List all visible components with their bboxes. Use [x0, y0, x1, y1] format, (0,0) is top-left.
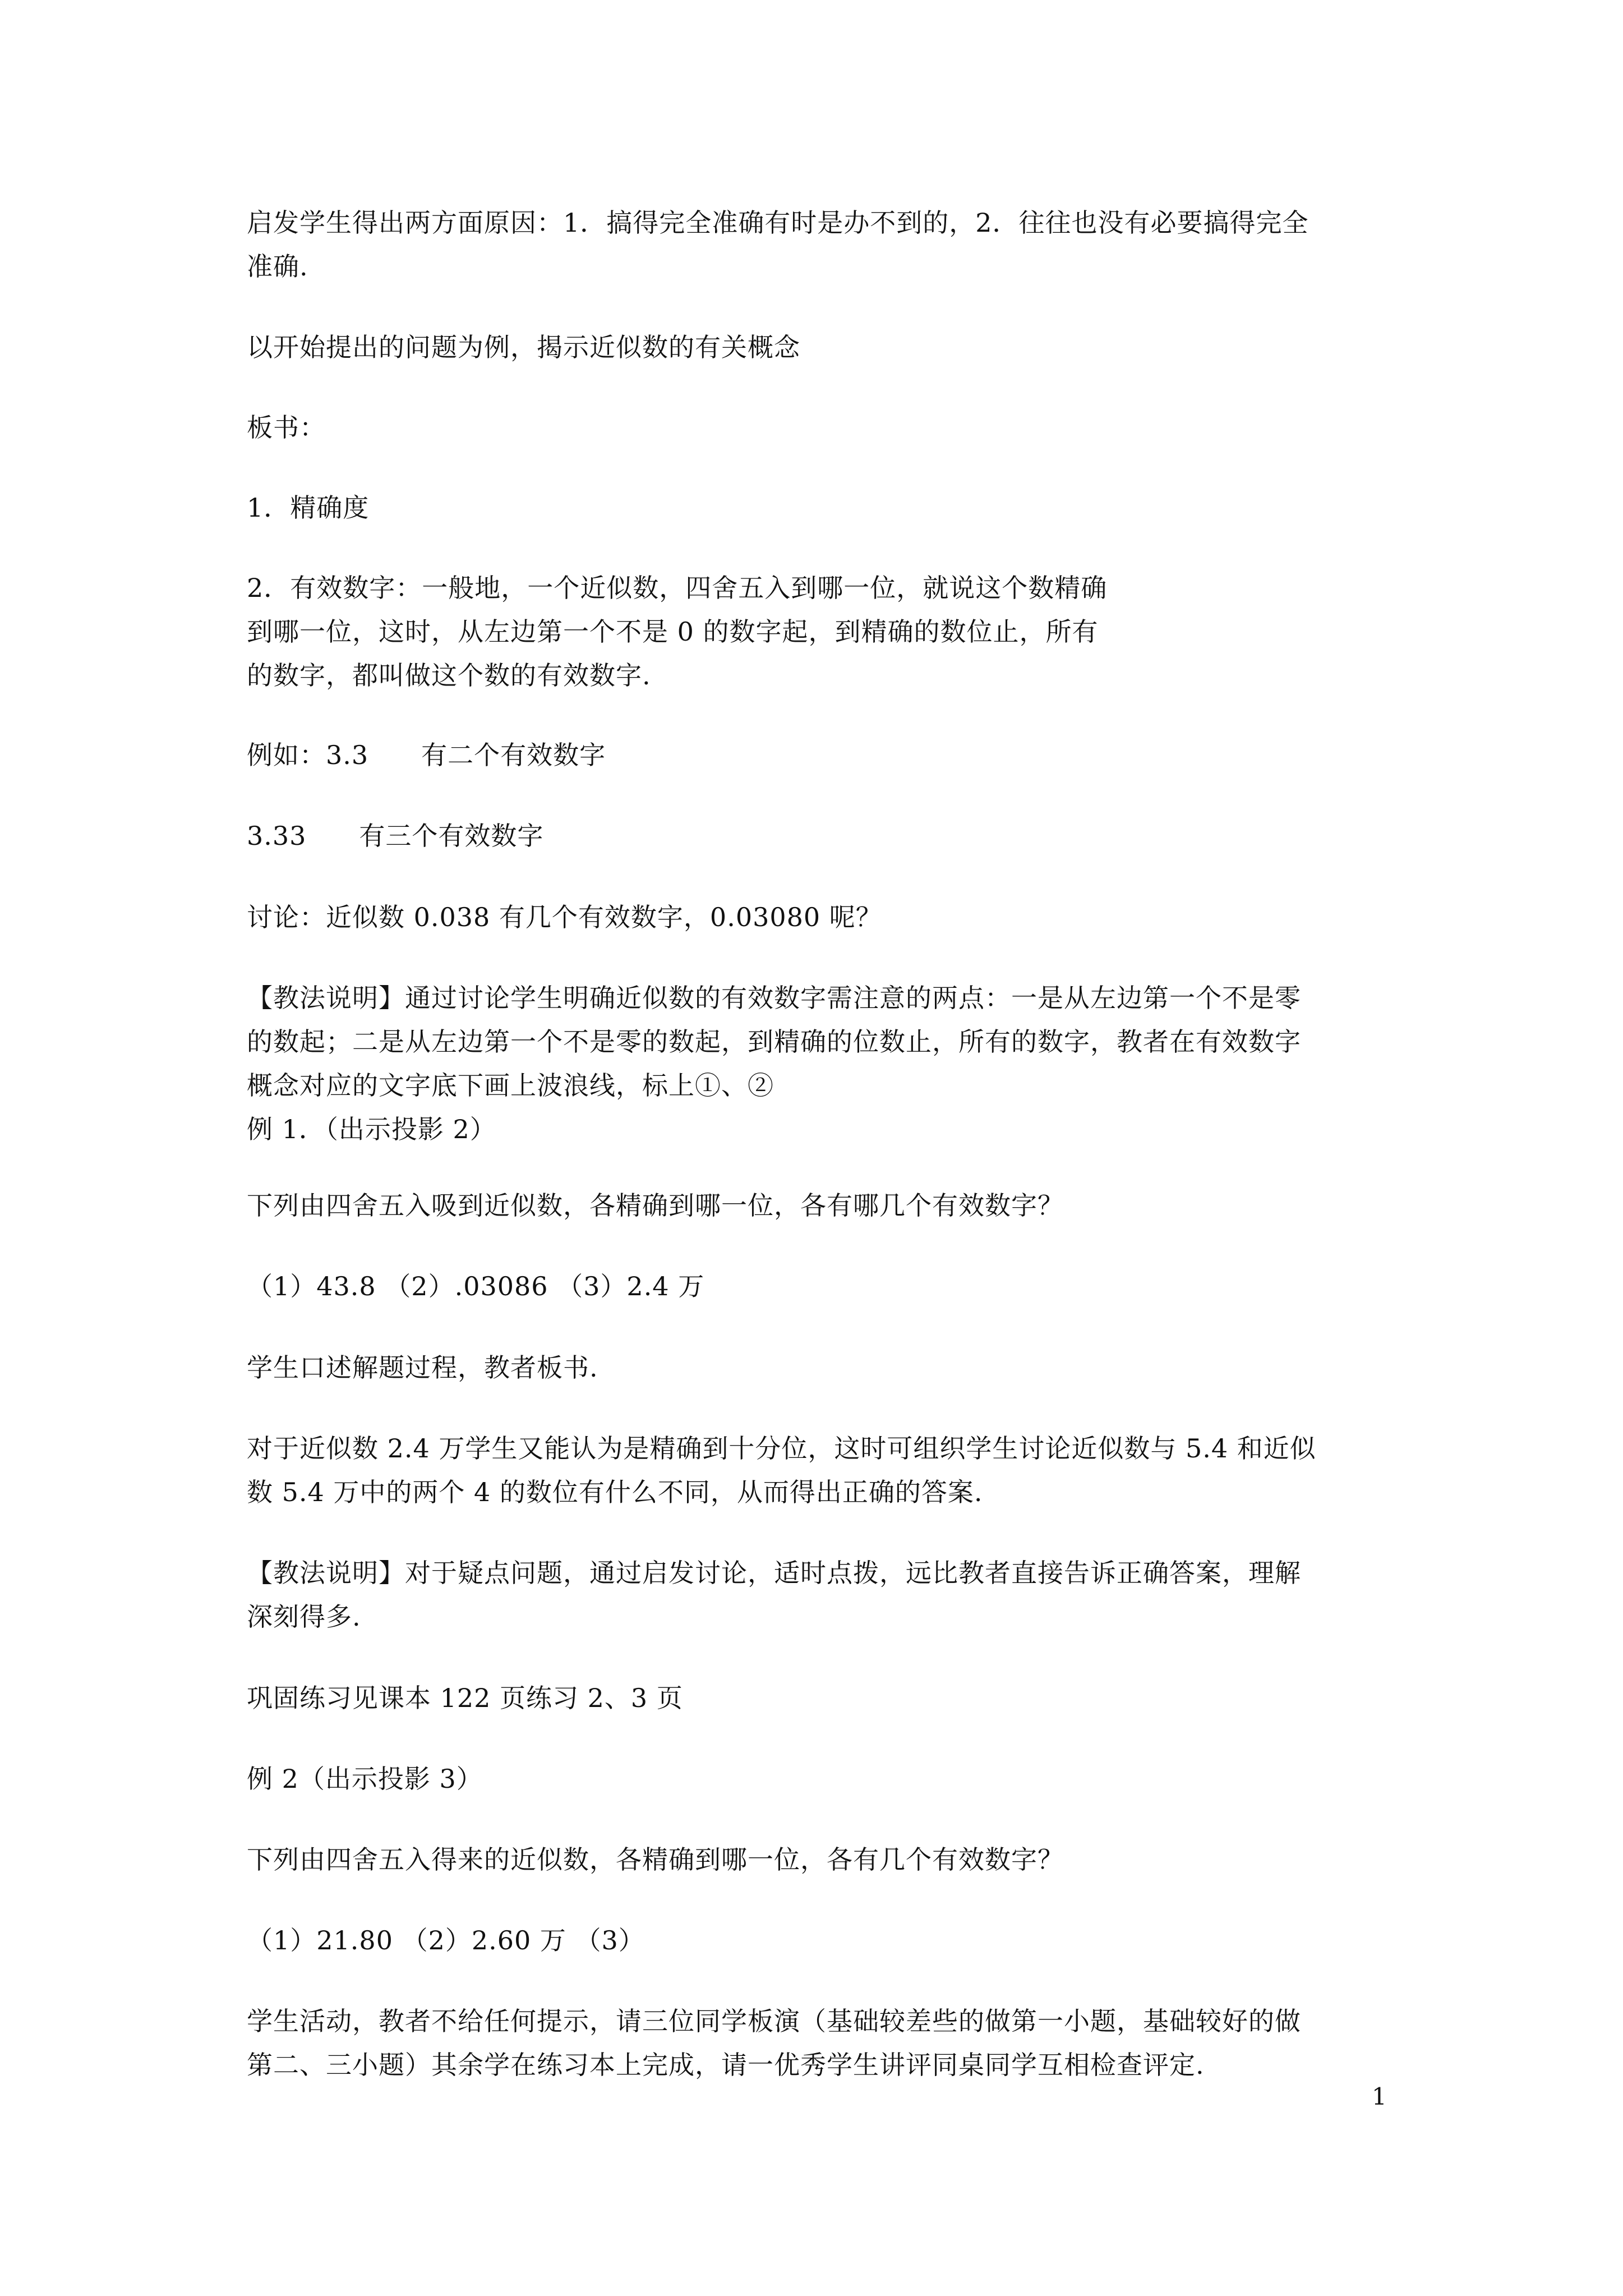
paragraph-discussion — [247, 895, 1391, 939]
text-line: 讨论：近似数 0.038 有几个有效数字，0.03080 呢？ — [247, 902, 882, 932]
paragraph-significant-figures — [247, 566, 1391, 697]
paragraph-example-3-33 — [247, 814, 1391, 858]
paragraph-example-1-items — [247, 1264, 1391, 1308]
text-line: 到哪一位，这时，从左边第一个不是 0 的数字起，到精确的数位止，所有 — [247, 616, 1099, 647]
text-line: 下列由四舍五入得来的近似数，各精确到哪一位，各有几个有效数字？ — [247, 1844, 1064, 1875]
text-line: 下列由四舍五入吸到近似数，各精确到哪一位，各有哪几个有效数字？ — [247, 1190, 1064, 1221]
paragraph-concept-intro — [247, 325, 1391, 369]
text-line: 巩固练习见课本 122 页练习 2、3 页 — [247, 1683, 683, 1713]
paragraph-2-4-wan — [247, 1427, 1391, 1514]
text-line: （1）43.8 （2）.03086 （3）2.4 万 — [247, 1271, 705, 1301]
paragraph-consolidation — [247, 1676, 1391, 1720]
paragraph-example-1-question — [247, 1184, 1391, 1227]
text-line: 3.33 有三个有效数字 — [247, 821, 544, 851]
text-line: 学生口述解题过程，教者板书. — [247, 1352, 598, 1383]
text-line: 【教法说明】对于疑点问题，通过启发讨论，适时点拨，远比教者直接告诉正确答案，理解 — [247, 1558, 1301, 1588]
paragraph-student-oral — [247, 1346, 1391, 1389]
text-line: 2．有效数字：一般地，一个近似数，四舍五入到哪一位，就说这个数精确 — [247, 573, 1108, 603]
paragraph-accuracy — [247, 486, 1391, 530]
text-line: 例 2（出示投影 3） — [247, 1764, 483, 1794]
text-line: 例 1．（出示投影 2） — [247, 1114, 496, 1144]
paragraph-teaching-note-2 — [247, 1551, 1391, 1639]
paragraph-example-2-question — [247, 1838, 1391, 1881]
text-line: 启发学生得出两方面原因：1．搞得完全准确有时是办不到的，2．往往也没有必要搞得完全 — [247, 208, 1309, 238]
text-line: 第二、三小题）其余学在练习本上完成，请一优秀学生讲评同桌同学互相检查评定. — [247, 2050, 1205, 2080]
text-line: 以开始提出的问题为例，揭示近似数的有关概念 — [247, 332, 800, 362]
text-line: 学生活动，教者不给任何提示，请三位同学板演（基础较差些的做第一小题，基础较好的做 — [247, 2006, 1301, 2036]
text-line: 的数字，都叫做这个数的有效数字. — [247, 660, 651, 691]
paragraph-example-2-items — [247, 1918, 1391, 1962]
text-line: 深刻得多. — [247, 1602, 361, 1632]
text-line: 概念对应的文字底下画上波浪线，标上①、② — [247, 1070, 774, 1101]
text-line: 的数起；二是从左边第一个不是零的数起，到精确的位数止，所有的数字，教者在有效数字 — [247, 1027, 1301, 1057]
page-number: 1 — [1372, 2083, 1387, 2110]
paragraph-example-2-heading — [247, 1757, 1391, 1801]
paragraph-example-3-3 — [247, 733, 1391, 777]
text-line: 1．精确度 — [247, 493, 370, 523]
paragraph-board-heading — [247, 406, 1391, 449]
text-line: 数 5.4 万中的两个 4 的数位有什么不同，从而得出正确的答案. — [247, 1477, 983, 1507]
paragraph-reasons — [247, 201, 1391, 288]
text-line: 例如：3.3 有二个有效数字 — [247, 740, 606, 770]
text-line: 准确. — [247, 251, 308, 282]
text-line: （1）21.80 （2）2.60 万 （3） — [247, 1925, 645, 1955]
text-line: 对于近似数 2.4 万学生又能认为是精确到十分位，这时可组织学生讨论近似数与 5.4 和近似 — [247, 1433, 1316, 1464]
text-line: 板书： — [247, 412, 326, 443]
paragraph-student-activity — [247, 1999, 1391, 2087]
paragraph-teaching-note-1 — [247, 976, 1391, 1151]
text-line: 【教法说明】通过讨论学生明确近似数的有效数字需注意的两点：一是从左边第一个不是零 — [247, 983, 1301, 1013]
